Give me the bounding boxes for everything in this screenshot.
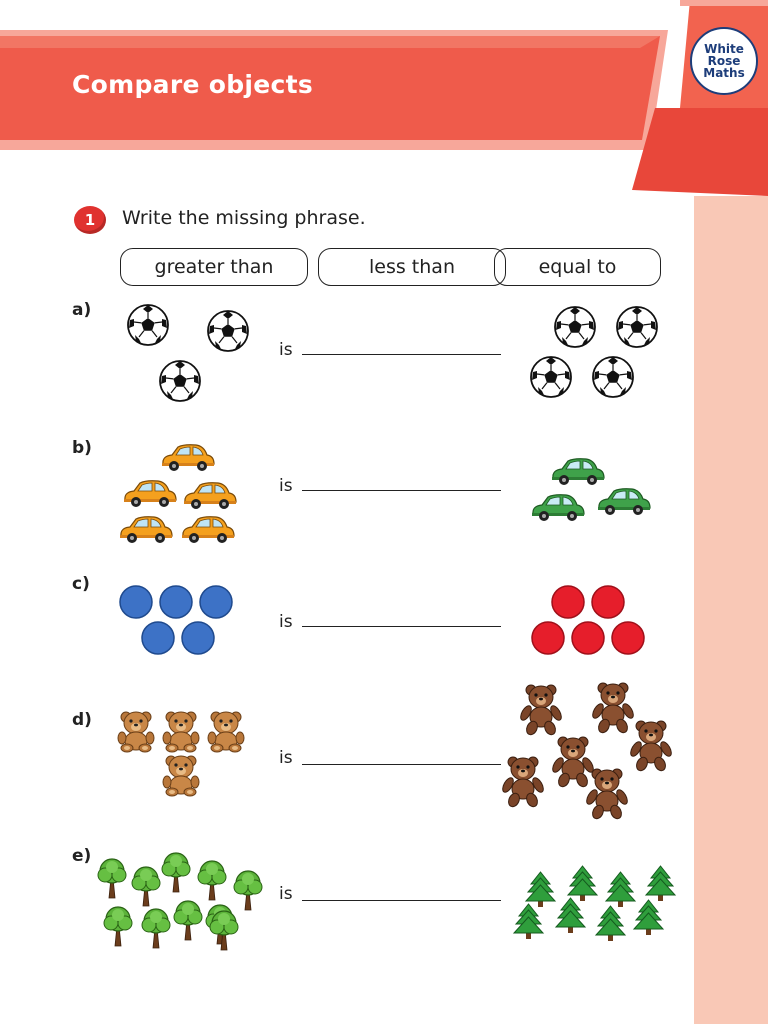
page-title: Compare objects [72,70,314,99]
question-item-a [0,300,690,430]
right-pine-trees [514,866,678,938]
item-letter: c) [72,574,90,594]
white-rose-maths-logo [690,27,758,95]
logo-line-1: White [704,42,744,56]
answer-line[interactable] [302,626,501,627]
left-blue-counters [118,584,238,656]
right-red-counters [530,584,648,656]
connector-is: is [279,340,293,360]
left-trees [96,852,268,952]
item-letter: a) [72,300,92,320]
connector-is: is [279,884,293,904]
answer-line[interactable] [302,354,501,355]
question-item-b [0,438,690,568]
item-letter: e) [72,846,92,866]
item-letter: b) [72,438,92,458]
logo-line-2: Rose [707,54,741,68]
option-equal-to: equal to [494,248,661,286]
side-strip [694,196,768,1024]
question-instruction: Write the missing phrase. [122,207,366,229]
question-number-badge: 1 [74,206,106,234]
question-item-e [0,846,690,976]
right-green-cars [530,456,654,528]
right-footballs [530,306,662,400]
left-orange-cars [118,442,240,542]
left-teddy-bears [117,710,249,796]
item-letter: d) [72,710,92,730]
header-banner [0,0,768,210]
connector-is: is [279,476,293,496]
connector-is: is [279,612,293,632]
question-item-d [0,710,690,840]
left-footballs [127,304,252,402]
right-brown-bears [502,684,678,828]
option-greater-than: greater than [120,248,308,286]
logo-line-3: Maths [703,66,745,80]
connector-is: is [279,748,293,768]
option-less-than: less than [318,248,506,286]
answer-line[interactable] [302,490,501,491]
answer-line[interactable] [302,764,501,765]
answer-line[interactable] [302,900,501,901]
